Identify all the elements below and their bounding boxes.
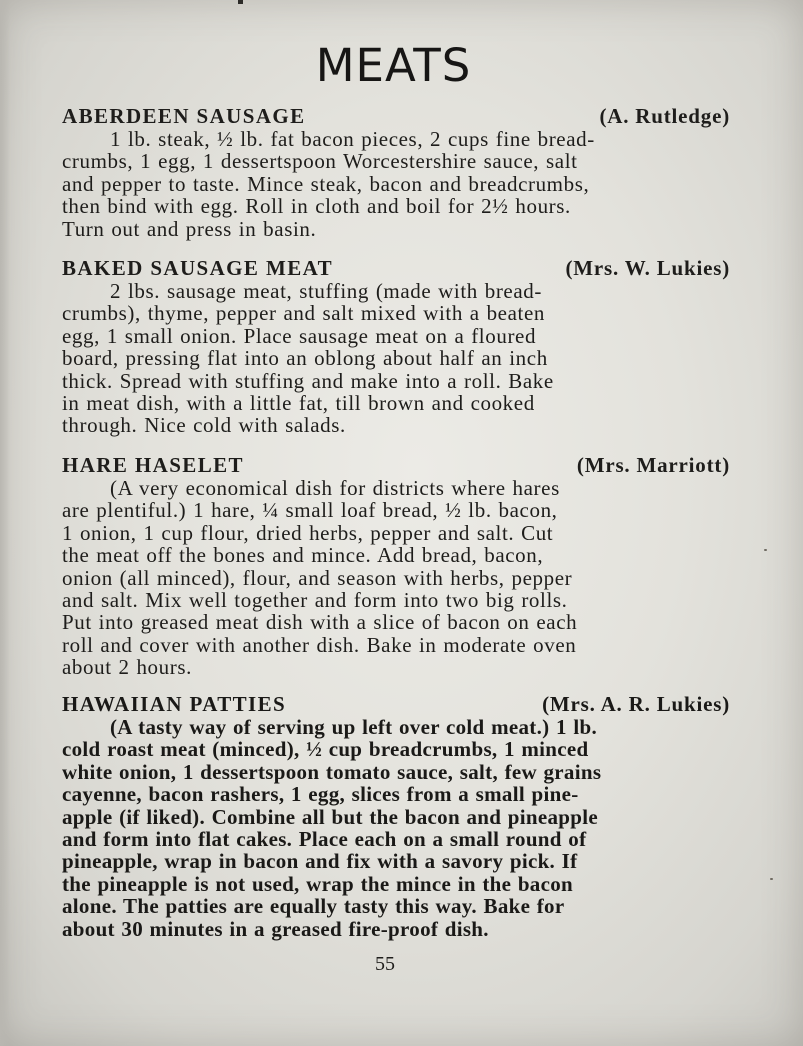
recipe-hawaiian-patties [62, 692, 730, 940]
recipe-text-line: and salt. Mix well together and form into two big rolls. [62, 587, 568, 612]
recipe-text-line: apple (if liked). Combine all but the bacon and pineapple [62, 804, 599, 829]
recipe-author: (Mrs. W. Lukies) [565, 256, 730, 280]
recipe-text-line: Put into greased meat dish with a slice of bacon on each [62, 610, 578, 635]
recipe-text-line: the meat off the bones and mince. Add bread, bacon, [62, 543, 544, 568]
recipe-text-line: (A tasty way of serving up left over cold meat.) 1 lb. [110, 715, 598, 739]
recipe-name: BAKED SAUSAGE MEAT [62, 256, 334, 280]
ink-mark [238, 0, 243, 4]
recipe-text-line: the pineapple is not used, wrap the mince in the bacon [62, 871, 573, 896]
recipe-text-line: cold roast meat (minced), ½ cup breadcrumbs, 1 minced [62, 737, 589, 762]
recipe-text-line: 1 onion, 1 cup flour, dried herbs, pepper and salt. Cut [62, 520, 554, 545]
recipe-text-line: roll and cover with another dish. Bake in moderate oven [62, 632, 577, 657]
recipe-text-line: about 30 minutes in a greased fire-proof dish. [62, 916, 489, 941]
page-edge-shadow [0, 0, 10, 1046]
recipe-header [62, 453, 730, 477]
recipe-baked-sausage-meat [62, 256, 730, 437]
recipe-header [62, 104, 730, 128]
recipe-author: (Mrs. Marriott) [576, 453, 730, 477]
recipe-text-line: pineapple, wrap in bacon and fix with a savory pick. If [62, 849, 578, 874]
recipe-header [62, 692, 730, 716]
recipe-text-line: crumbs), thyme, pepper and salt mixed with a beaten [62, 301, 545, 326]
recipe-text-line: white onion, 1 dessertspoon tomato sauce, salt, few grains [62, 759, 602, 784]
paper-speck [770, 878, 773, 880]
recipe-text-line: are plentiful.) 1 hare, ¼ small loaf bread, ½ lb. bacon, [62, 498, 558, 523]
recipe-text-line: thick. Spread with stuffing and make into a roll. Bake [62, 368, 554, 393]
recipe-name: HAWAIIAN PATTIES [62, 692, 287, 716]
recipe-text-line: cayenne, bacon rashers, 1 egg, slices from a small pine- [62, 782, 579, 807]
recipe-text-line: board, pressing flat into an oblong about half an inch [62, 346, 548, 371]
recipe-name: HARE HASELET [62, 453, 244, 477]
recipe-author: (Mrs. A. R. Lukies) [542, 692, 730, 716]
recipe-text-line: alone. The patties are equally tasty this way. Bake for [62, 894, 565, 919]
recipe-text-line: through. Nice cold with salads. [62, 413, 346, 438]
recipe-name: ABERDEEN SAUSAGE [62, 104, 306, 128]
recipe-text-line: in meat dish, with a little fat, till brown and cooked [62, 390, 535, 415]
recipe-text-line: and form into flat cakes. Place each on a small round of [62, 826, 587, 851]
page-title: MEATS [315, 39, 472, 92]
page-number: 55 [375, 953, 395, 975]
recipe-text-line: then bind with egg. Roll in cloth and boil for 2½ hours. [62, 194, 571, 219]
recipe-text-line: Turn out and press in basin. [62, 216, 317, 241]
recipe-author: (A. Rutledge) [599, 104, 730, 128]
recipe-text-line: 2 lbs. sausage meat, stuffing (made with bread- [110, 279, 542, 303]
recipe-text-line: about 2 hours. [62, 655, 192, 680]
recipe-aberdeen-sausage [62, 104, 730, 240]
recipe-text-line: egg, 1 small onion. Place sausage meat on a floured [62, 323, 537, 348]
recipe-text-line: onion (all minced), flour, and season with herbs, pepper [62, 565, 573, 590]
recipe-text-line: crumbs, 1 egg, 1 dessertspoon Worcestershire sauce, salt [62, 149, 578, 174]
paper-speck [764, 549, 767, 551]
recipe-hare-haselet [62, 453, 730, 679]
recipe-text-line: 1 lb. steak, ½ lb. fat bacon pieces, 2 cups fine bread- [110, 127, 595, 151]
recipe-text-line: and pepper to taste. Mince steak, bacon and breadcrumbs, [62, 171, 590, 196]
recipe-header [62, 256, 730, 280]
recipe-text-line: (A very economical dish for districts where hares [110, 476, 560, 500]
